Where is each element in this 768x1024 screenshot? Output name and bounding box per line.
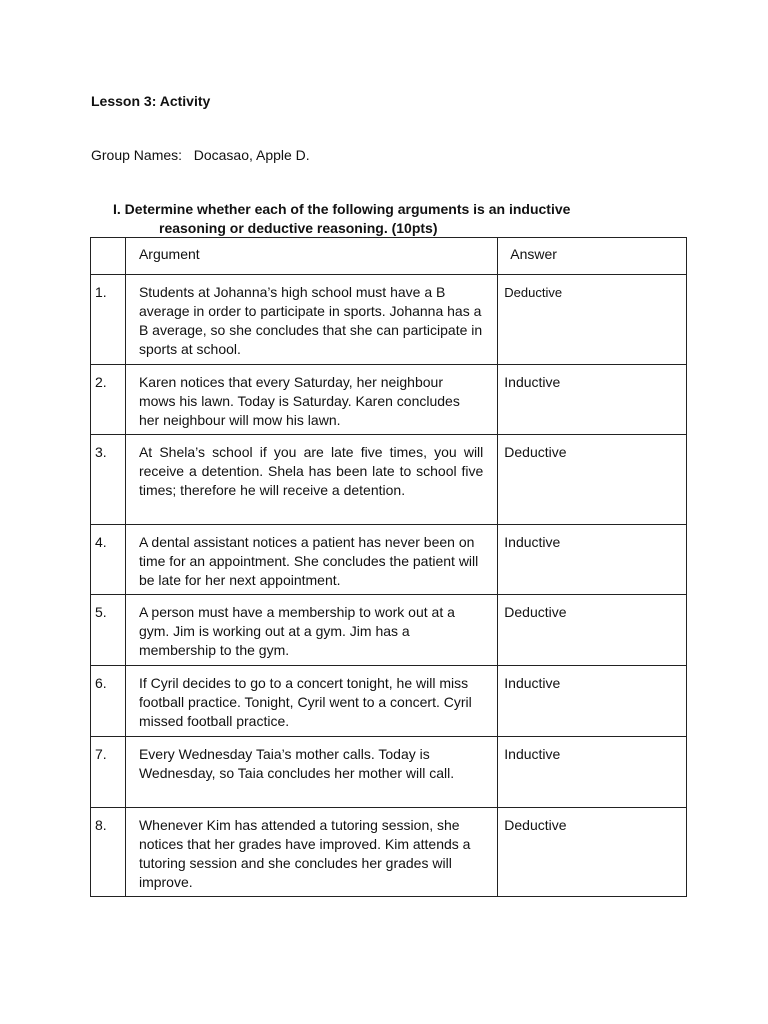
instruction xyxy=(113,200,633,238)
row-number: 6. xyxy=(91,666,126,737)
row-number: 3. xyxy=(91,435,126,525)
row-answer: Inductive xyxy=(498,666,687,737)
activity-table xyxy=(90,237,687,897)
row-argument: Karen notices that every Saturday, her neighbour mows his lawn. Today is Saturday. Karen concludes her neighbour will mow his lawn. xyxy=(125,365,497,435)
group-names-value: Docasao, Apple D. xyxy=(193,147,310,163)
table-row xyxy=(91,275,687,365)
table-row xyxy=(91,525,687,595)
table-row xyxy=(91,737,687,808)
row-answer: Inductive xyxy=(498,365,687,435)
group-names xyxy=(91,147,310,163)
table-row xyxy=(91,435,687,525)
table-row xyxy=(91,808,687,897)
group-names-label: Group Names: xyxy=(91,147,183,163)
row-answer: Inductive xyxy=(498,737,687,808)
table-row xyxy=(91,365,687,435)
row-number: 8. xyxy=(91,808,126,897)
row-answer: Deductive xyxy=(498,435,687,525)
row-argument: A dental assistant notices a patient has never been on time for an appointment. She concludes the patient will be late for her next appointment. xyxy=(125,525,497,595)
instruction-line-2: reasoning or deductive reasoning. (10pts) xyxy=(159,220,438,236)
header-argument: Argument xyxy=(125,238,497,275)
row-answer: Inductive xyxy=(498,525,687,595)
row-argument: A person must have a membership to work out at a gym. Jim is working out at a gym. Jim has a membership to the gym. xyxy=(125,595,497,666)
header-number xyxy=(91,238,126,275)
table-row xyxy=(91,666,687,737)
header-answer: Answer xyxy=(498,238,687,275)
row-argument: Whenever Kim has attended a tutoring session, she notices that her grades have improved. Kim attends a tutoring session and she concludes her grades will improve. xyxy=(125,808,497,897)
row-argument: Every Wednesday Taia’s mother calls. Today is Wednesday, so Taia concludes her mother will call. xyxy=(125,737,497,808)
row-argument: At Shela’s school if you are late five times, you will receive a detention. Shela has been late to school five times; therefore he will receive a detention. xyxy=(125,435,497,525)
row-number: 1. xyxy=(91,275,126,365)
row-answer: Deductive xyxy=(498,595,687,666)
row-argument: If Cyril decides to go to a concert tonight, he will miss football practice. Tonight, Cyril went to a concert. Cyril missed football practice. xyxy=(125,666,497,737)
row-number: 4. xyxy=(91,525,126,595)
row-argument: Students at Johanna’s high school must have a B average in order to participate in sports. Johanna has a B average, so she concludes that she can participate in sports at school. xyxy=(125,275,497,365)
row-answer: Deductive xyxy=(498,808,687,897)
instruction-line-1: I. Determine whether each of the following arguments is an inductive xyxy=(113,201,571,217)
row-answer: Deductive xyxy=(498,275,687,365)
row-number: 7. xyxy=(91,737,126,808)
table-header-row xyxy=(91,238,687,275)
row-number: 5. xyxy=(91,595,126,666)
table-row xyxy=(91,595,687,666)
page-title: Lesson 3: Activity xyxy=(91,93,211,109)
row-number: 2. xyxy=(91,365,126,435)
